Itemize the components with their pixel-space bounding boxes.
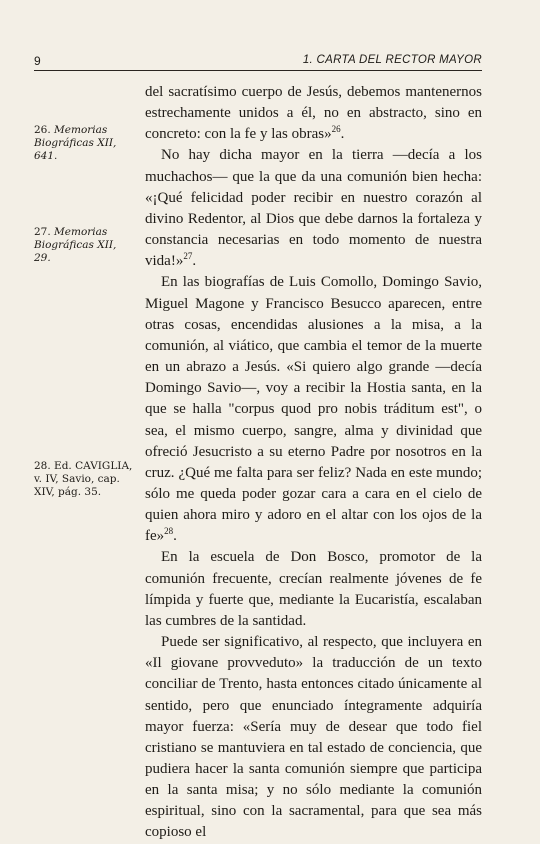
note-number: 28. (34, 460, 51, 472)
paragraph-text: En las biografías de Luis Comollo, Domingo Savio, Miguel Magone y Francisco Besucco aparecen, entre otras cosas, encendidas alusiones a la misa, a la comunión, al viático, que cambia el temor de la muerte en un abrazo a Jesús. «Si quiero algo grande —decía Domingo Savio—, voy a recibir la Hostia santa, en la que se halla "corpus quod pro nobis tráditum est", o sea, el mismo cuerpo, sangre, alma y divinidad que ofreció Jesucristo a su eterno Padre por nosotros en la cruz. ¿Qué me falta para ser feliz? Nada en este mundo; sólo me queda poder gozar cara a cara en el cielo de quien ahora miro y adoro en el altar con los ojos de la fe» (145, 274, 482, 545)
note-number: 27. (34, 226, 51, 238)
punctuation: . (340, 126, 345, 143)
margin-note-28 (34, 460, 134, 499)
paragraph-text: No hay dicha mayor en la tierra —decía a los muchachos— que la que da una comunión bien hecha: «¡Qué felicidad poder recibir en nuestro corazón al divino Redentor, al Dios que debe darnos la fortaleza y constancia necesarias en todo momento de nuestra vida!» (145, 147, 482, 270)
footnote-ref: 28 (164, 526, 174, 537)
main-text (145, 82, 482, 844)
paragraph-text: del sacratísimo cuerpo de Jesús, debemos mantenernos estrechamente unidos a él, no en abstracto, sino en concreto: con la fe y las obras» (145, 84, 482, 143)
paragraph (145, 272, 482, 547)
footnote-ref: 26 (331, 124, 341, 135)
paragraph-text: Puede ser significativo, al respecto, que incluyera en «Il giovane provveduto» la traducción de un texto conciliar de Trento, hasta entonces citado únicamente al sentido, pero que enunciado íntegramente adquiría mayor fuerza: «Sería muy de desear que todo fiel cristiano se mantuviera en tal estado de conciencia, que pudiera hacer la santa comunión siempre que participa en la santa misa; y no sólo mediante la comunión espiritual, sino con la sacramental, para que sea más copioso el (145, 634, 482, 841)
note-number: 26. (34, 124, 51, 136)
footnote-ref: 27 (183, 251, 193, 262)
note-text: Memorias Biográficas XII, 29. (34, 226, 117, 264)
paragraph (145, 145, 482, 272)
margin-note-26 (34, 124, 134, 163)
punctuation: . (192, 253, 197, 270)
punctuation: . (173, 528, 177, 545)
paragraph-text: En la escuela de Don Bosco, promotor de la comunión frecuente, crecían realmente jóvenes de fe límpida y fuerte que, mediante la Eucaristía, escalaban las cumbres de la santidad. (145, 549, 482, 629)
note-text: Ed. CAVIGLIA, v. IV, Savio, cap. XIV, pág. 35. (34, 460, 133, 498)
page-number: 9 (34, 54, 41, 68)
paragraph (145, 547, 482, 632)
paragraph (145, 82, 482, 145)
paragraph (145, 632, 482, 844)
note-text: Memorias Biográficas XII, 641. (34, 124, 117, 162)
margin-note-27 (34, 226, 134, 265)
header-rule (34, 70, 482, 71)
running-head: 1. CARTA DEL RECTOR MAYOR (302, 54, 482, 66)
